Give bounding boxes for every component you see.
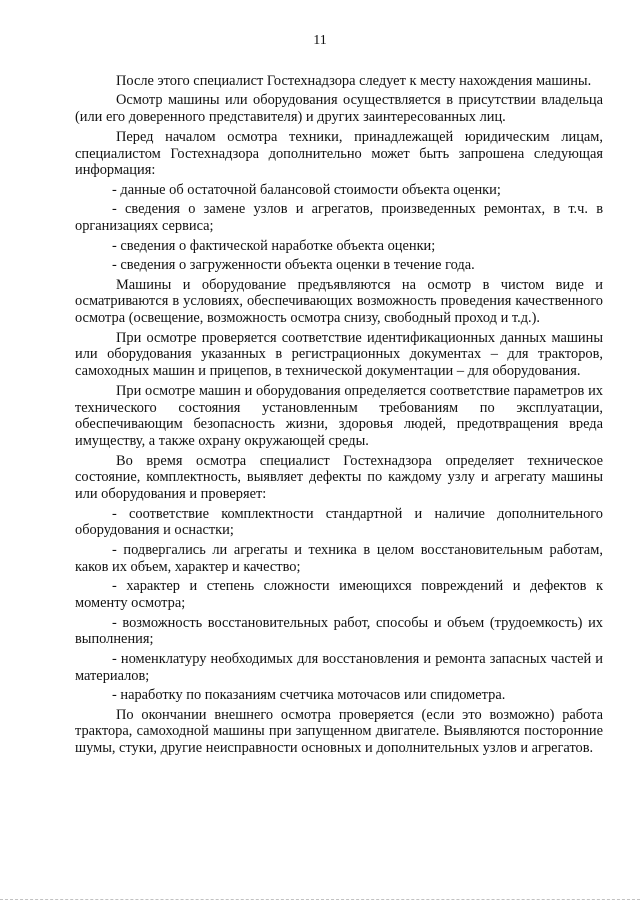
list-item: - подвергались ли агрегаты и техника в целом восстановительным работам, каков их объем, характер и качество; <box>75 541 603 575</box>
paragraph: Машины и оборудование предъявляются на осмотр в чистом виде и осматриваются в условиях, обеспечивающих возможность проведения качественного осмотра (освещение, возможность осмотра снизу, свободный проход и т.д.). <box>75 276 603 327</box>
list-item: - характер и степень сложности имеющихся повреждений и дефектов к моменту осмотра; <box>75 578 603 612</box>
paragraph: Во время осмотра специалист Гостехнадзора определяет техническое состояние, комплектность, выявляет дефекты по каждому узлу и агрегату машины или оборудования и проверяет: <box>75 452 603 503</box>
list-item: - сведения о фактической наработке объекта оценки; <box>112 237 436 254</box>
list-item: - сведения о загруженности объекта оценки в течение года. <box>112 257 475 274</box>
list-item: - сведения о замене узлов и агрегатов, произведенных ремонтах, в т.ч. в организациях сервиса; <box>75 201 603 235</box>
page-number: 11 <box>313 33 327 48</box>
list-item: - соответствие комплектности стандартной и наличие дополнительного оборудования и оснастки; <box>75 505 603 539</box>
list-item: - возможность восстановительных работ, способы и объем (трудоемкость) их выполнения; <box>75 614 603 648</box>
paragraph: При осмотре машин и оборудования определяется соответствие параметров их технического состояния установленным требованиям по эксплуатации, обеспечивающим безопасность жизни, здоровья людей, предотвращения вреда имуществу, а также охрану окружающей среды. <box>75 382 603 450</box>
list-item: - данные об остаточной балансовой стоимости объекта оценки; <box>112 181 501 198</box>
paragraph: При осмотре проверяется соответствие идентификационных данных машины или оборудования указанных в регистрационных документах – для тракторов, самоходных машин и прицепов, в технической документации – для оборудования. <box>75 329 603 380</box>
paragraph: После этого специалист Гостехнадзора следует к месту нахождения машины. <box>116 73 592 89</box>
footer-divider <box>0 899 640 901</box>
list-item: - наработку по показаниям счетчика моточасов или спидометра. <box>112 687 506 704</box>
paragraph: Осмотр машины или оборудования осуществляется в присутствии владельца (или его доверенного представителя) и других заинтересованных лиц. <box>75 92 603 126</box>
list-item: - номенклатуру необходимых для восстановления и ремонта запасных частей и материалов; <box>75 650 603 684</box>
document-body <box>75 73 603 760</box>
paragraph: Перед началом осмотра техники, принадлежащей юридическим лицам, специалистом Гостехнадзора дополнительно может быть запрошена следующая информация: <box>75 128 603 179</box>
paragraph: По окончании внешнего осмотра проверяется (если это возможно) работа трактора, самоходной машины при запущенном двигателе. Выявляются посторонние шумы, стуки, другие неисправности основных и дополнительных узлов и агрегатов. <box>75 706 603 757</box>
